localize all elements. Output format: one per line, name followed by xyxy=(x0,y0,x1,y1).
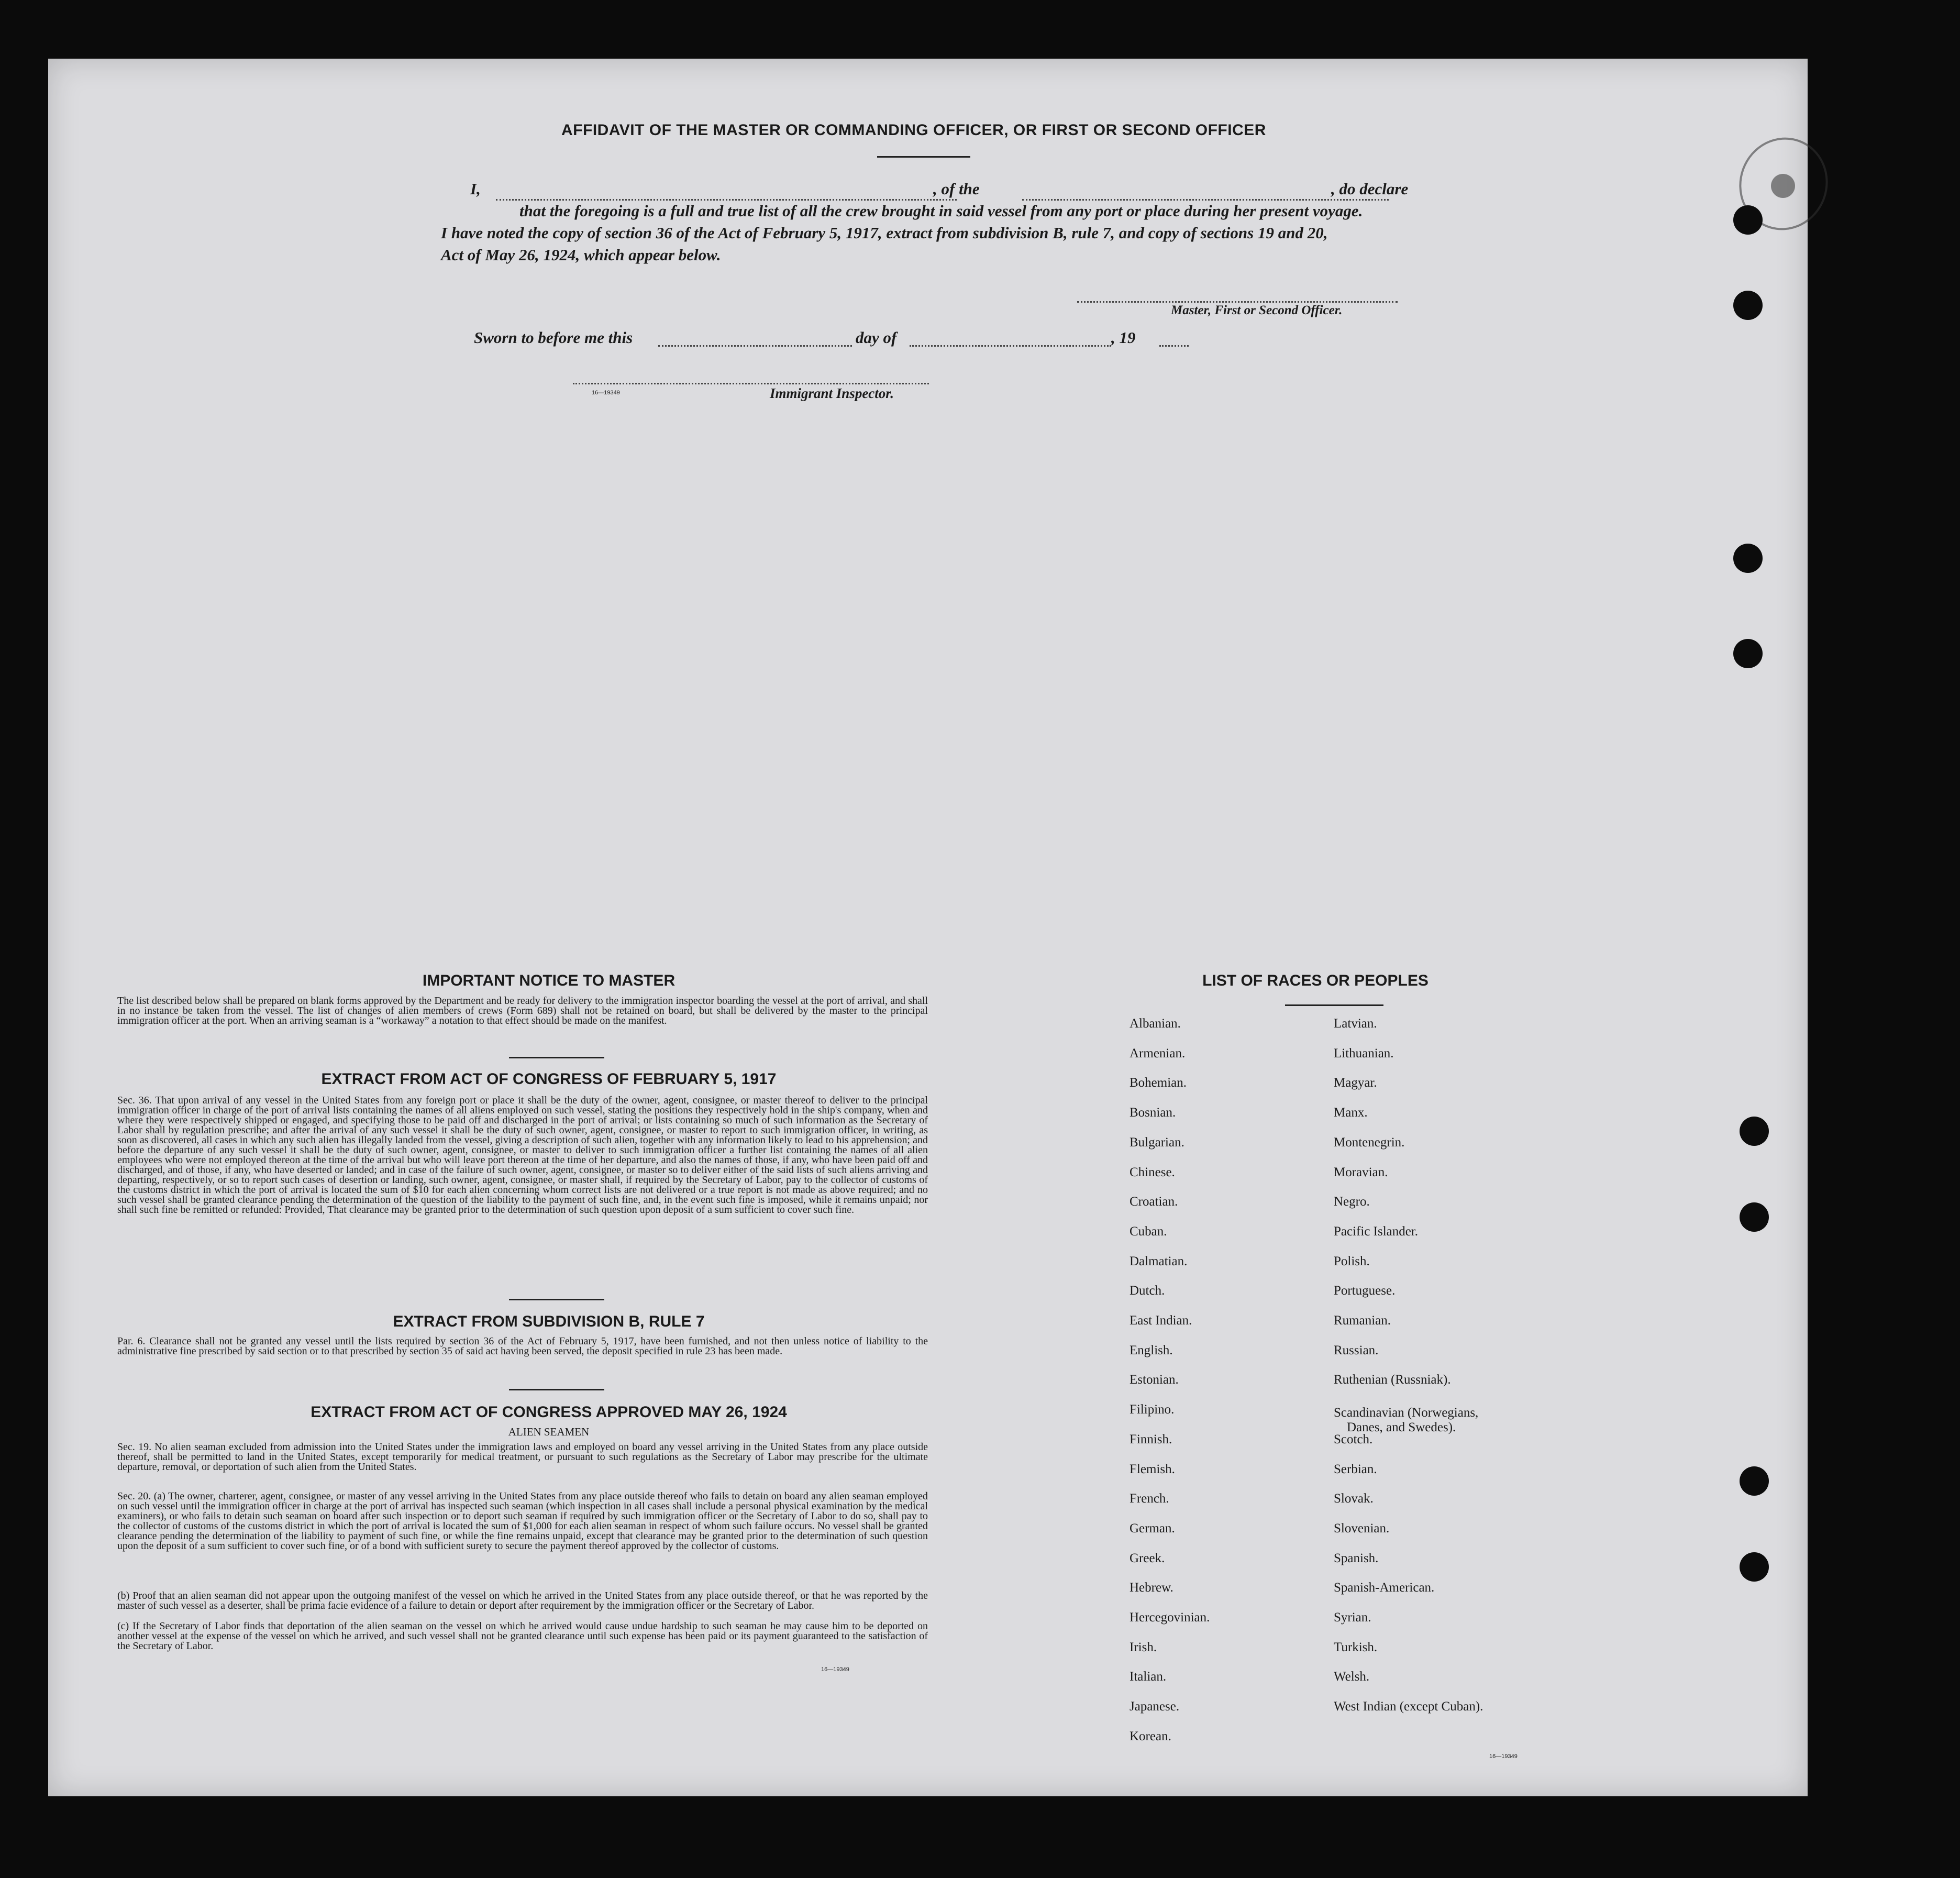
affidavit-form-id: 16—19349 xyxy=(592,390,620,396)
race-item: Pacific Islander. xyxy=(1334,1224,1419,1239)
document-page xyxy=(48,59,1808,1796)
sworn-year-blank xyxy=(1159,345,1189,347)
binder-hole xyxy=(1740,1202,1769,1232)
race-item: Korean. xyxy=(1130,1729,1171,1743)
race-item: Flemish. xyxy=(1130,1462,1175,1476)
race-item: Montenegrin. xyxy=(1334,1135,1405,1150)
master-signature-line xyxy=(1077,301,1398,303)
race-item: Moravian. xyxy=(1334,1165,1388,1179)
race-item: Lithuanian. xyxy=(1334,1046,1394,1060)
rule7-text: Par. 6. Clearance shall not be granted any vessel until the lists required by section 36 of the Act of February 5, 1917, have been furnished, and not then unless notice of liability to the administrative fine prescribed by said section or to that prescribed by section 35 of said act having been served, the deposit specified in rule 23 has been made. xyxy=(117,1335,928,1357)
binder-hole xyxy=(1740,1466,1769,1496)
race-item: Slovenian. xyxy=(1334,1521,1390,1535)
race-item: Scandinavian (Norwegians, xyxy=(1334,1406,1479,1420)
race-item: Turkish. xyxy=(1334,1640,1378,1654)
race-item: Rumanian. xyxy=(1334,1313,1391,1328)
race-item: English. xyxy=(1130,1343,1173,1357)
affidavit-line-3: I have noted the copy of section 36 of the Act of February 5, 1917, extract from subdivision B, rule 7, and copy of sections 19 and 20, xyxy=(441,224,1328,242)
race-item: Danes, and Swedes). xyxy=(1347,1420,1456,1435)
of-the-label: , of the xyxy=(933,180,980,198)
affidavit-title: AFFIDAVIT OF THE MASTER OR COMMANDING OFFICER, OR FIRST OR SECOND OFFICER xyxy=(561,121,1266,139)
notice-text: The list described below shall be prepared on blank forms approved by the Department and be ready for delivery to the immigration inspector boarding the vessel at the port of arrival, and shall in no instance be taken from the vessel. The list of changes of alien members of crews (Form 689) shall not be retained on board, but shall be delivered by the master to the principal immigration officer at the port. When an arriving seaman is a “workaway” a notation to that effect should be made on the manifest. xyxy=(117,995,928,1026)
inspector-signature-line xyxy=(573,383,929,384)
race-item: Irish. xyxy=(1130,1640,1157,1654)
affidavit-i-label: I, xyxy=(470,180,481,198)
race-item: Albanian. xyxy=(1130,1017,1181,1031)
sec-20a-text: Sec. 20. (a) The owner, charterer, agent, consignee, or master of any vessel arriving in the United States from any place outside thereof who fails to detain on board any alien seaman employed on such vessel until the immigration officer in charge at the port of arrival has inspected such seaman (which inspection in all cases shall include a personal physical examination by the medical examiners), or who fails to detain such seaman on board after such inspection or to deport such seaman if required by such immigration officer or the Secretary of Labor to do so, shall pay to the collector of customs of the customs district in which the port of arrival is located the sum of $1,000 for each alien seaman in respect of whom such failure occurs. No vessel shall be granted clearance pending the determination of the liability to payment of such fine, or while the fine remains unpaid, except that clearance may be granted prior to the determination of such question upon the deposit of a sum sufficient to cover such fine, or of a bond with sufficient surety to secure the payment thereof approved by the collector of customs. xyxy=(117,1490,928,1552)
races-divider xyxy=(1285,1004,1383,1006)
race-item: Bohemian. xyxy=(1130,1076,1187,1090)
race-item: Chinese. xyxy=(1130,1165,1175,1179)
race-item: Polish. xyxy=(1334,1254,1370,1268)
race-item: Filipino. xyxy=(1130,1402,1175,1417)
race-item: Portuguese. xyxy=(1334,1284,1396,1298)
binder-hole xyxy=(1733,205,1763,235)
extract-1917-title: EXTRACT FROM ACT OF CONGRESS OF FEBRUARY 5, 1917 xyxy=(321,1070,777,1088)
binder-hole xyxy=(1733,291,1763,320)
alien-seamen-subtitle: ALIEN SEAMEN xyxy=(508,1426,590,1438)
sworn-day-blank xyxy=(658,345,852,347)
rule7-title: EXTRACT FROM SUBDIVISION B, RULE 7 xyxy=(393,1313,705,1330)
race-item: Dutch. xyxy=(1130,1284,1165,1298)
binder-hole xyxy=(1733,639,1763,668)
race-item: Scotch. xyxy=(1334,1432,1373,1446)
race-item: Slovak. xyxy=(1334,1492,1374,1506)
race-item: Welsh. xyxy=(1334,1670,1370,1684)
notice-title: IMPORTANT NOTICE TO MASTER xyxy=(422,972,676,989)
sworn-year: , 19 xyxy=(1111,328,1136,347)
master-signature-label: Master, First or Second Officer. xyxy=(1171,303,1343,317)
sec-19-text: Sec. 19. No alien seaman excluded from admission into the United States under the immigration laws and employed on board any vessel arriving in the United States from any place outside thereof, shall be permitted to land in the United States, except temporarily for medical treatment, or pursuant to such regulations as the Secretary of Labor may prescribe for the ultimate departure, removal, or deportation of such alien from the United States. xyxy=(117,1441,928,1473)
divider xyxy=(509,1057,604,1058)
race-item: Manx. xyxy=(1334,1106,1368,1120)
race-item: Croatian. xyxy=(1130,1195,1178,1209)
race-item: Hebrew. xyxy=(1130,1581,1173,1595)
race-item: Cuban. xyxy=(1130,1224,1167,1239)
divider xyxy=(509,1389,604,1390)
sec-20c-text: (c) If the Secretary of Labor finds that deportation of the alien seaman on the vessel on which he arrived would cause undue hardship to such seaman he may cause him to be deported on another vessel at the expense of the vessel on which he arrived, and such vessel shall not be granted clearance until such expense has been paid or its payment guaranteed to the satisfaction of the Secretary of Labor. xyxy=(117,1620,928,1652)
sworn-month-blank xyxy=(910,345,1111,347)
race-item: Japanese. xyxy=(1130,1699,1180,1714)
race-item: Greek. xyxy=(1130,1551,1165,1565)
affidavit-line-2: that the foregoing is a full and true list of all the crew brought in said vessel from any port or place during her present voyage. xyxy=(519,202,1363,220)
do-declare-label: , do declare xyxy=(1331,180,1409,198)
race-item: Bulgarian. xyxy=(1130,1135,1184,1150)
race-item: Estonian. xyxy=(1130,1373,1179,1387)
race-item: German. xyxy=(1130,1521,1175,1535)
race-item: Dalmatian. xyxy=(1130,1254,1188,1268)
binder-hole xyxy=(1740,1552,1769,1582)
sworn-day-of: day of xyxy=(856,328,897,347)
extract-1924-title: EXTRACT FROM ACT OF CONGRESS APPROVED MAY 26, 1924 xyxy=(311,1404,787,1421)
extract-1917-text: Sec. 36. That upon arrival of any vessel in the United States from any foreign port or place it shall be the duty of the owner, agent, consignee, or master thereof to deliver to the principal immigration officer in charge of the port of arrival lists containing the names of all aliens employed on such vessel, stating the positions they respectively hold in the ship's company, when and where they were respectively shipped or engaged, and specifying those to be paid off and discharged in the port of arrival; or lists containing so much of such information as the Secretary of Labor shall by regulation prescribe; and after the arrival of any such vessel it shall be the duty of such owner, agent, consignee, or master to report to such immigration officer, in writing, as soon as discovered, all cases in which any such alien has illegally landed from the vessel, giving a description of such alien, together with any information likely to lead to his apprehension; and before the departure of any such vessel it shall be the duty of such owner, agent, consignee, or master to deliver to such immigration officer a further list containing the names of all alien employees who were not employed thereon at the time of the arrival but who will leave port thereon at the time of her departure, and also the names of those, if any, who have been paid off and discharged, and of those, if any, who have deserted or landed; and in case of the failure of such owner, agent, consignee, or master so to deliver either of the said lists of such aliens arriving and departing, respectively, or so to report such cases of desertion or landing, such owner, agent, consignee, or master shall, if required by the Secretary of Labor, pay to the collector of customs of the customs district in which the port of arrival is located the sum of $10 for each alien concerning whom correct lists are not delivered or a true report is not made as above required; and no such vessel shall be granted clearance pending the determination of the question of the liability to the payment of such fine, and, in the event such fine is imposed, while it remains unpaid; nor shall such fine be remitted or refunded: Provided, That clearance may be granted prior to the determination of such question upon deposit of a sum sufficient to cover such fine. xyxy=(117,1095,928,1216)
race-item: Syrian. xyxy=(1334,1610,1371,1625)
binder-hole xyxy=(1740,1117,1769,1146)
race-item: West Indian (except Cuban). xyxy=(1334,1699,1483,1714)
inspector-label: Immigrant Inspector. xyxy=(770,385,894,401)
extract-form-id: 16—19349 xyxy=(821,1666,849,1673)
race-item: Spanish-American. xyxy=(1334,1581,1435,1595)
race-item: Armenian. xyxy=(1130,1046,1186,1060)
race-item: Magyar. xyxy=(1334,1076,1377,1090)
races-form-id: 16—19349 xyxy=(1489,1753,1518,1760)
affidavit-line-4: Act of May 26, 1924, which appear below. xyxy=(441,246,721,264)
race-item: East Indian. xyxy=(1130,1313,1192,1328)
race-item: Ruthenian (Russniak). xyxy=(1334,1373,1451,1387)
race-item: Negro. xyxy=(1334,1195,1370,1209)
race-item: French. xyxy=(1130,1492,1169,1506)
race-item: Serbian. xyxy=(1334,1462,1377,1476)
race-item: Hercegovinian. xyxy=(1130,1610,1210,1625)
race-item: Italian. xyxy=(1130,1670,1167,1684)
divider xyxy=(509,1299,604,1300)
race-item: Finnish. xyxy=(1130,1432,1172,1446)
sworn-prefix: Sworn to before me this xyxy=(474,328,633,347)
affidavit-line-1 xyxy=(470,178,481,200)
sec-20b-text: (b) Proof that an alien seaman did not appear upon the outgoing manifest of the vessel on which he arrived in the United States from any place outside thereof, or that he was reported by the master of such vessel as a deserter, shall be prima facie evidence of a failure to detain or deport after requirement by the immigration officer or the Secretary of Labor. xyxy=(117,1590,928,1611)
seal-icon xyxy=(1771,174,1795,198)
race-item: Russian. xyxy=(1334,1343,1379,1357)
race-item: Spanish. xyxy=(1334,1551,1379,1565)
race-item: Bosnian. xyxy=(1130,1106,1176,1120)
race-item: Latvian. xyxy=(1334,1017,1377,1031)
races-title: LIST OF RACES OR PEOPLES xyxy=(1202,972,1429,989)
binder-hole xyxy=(1733,544,1763,573)
title-divider xyxy=(877,156,970,158)
